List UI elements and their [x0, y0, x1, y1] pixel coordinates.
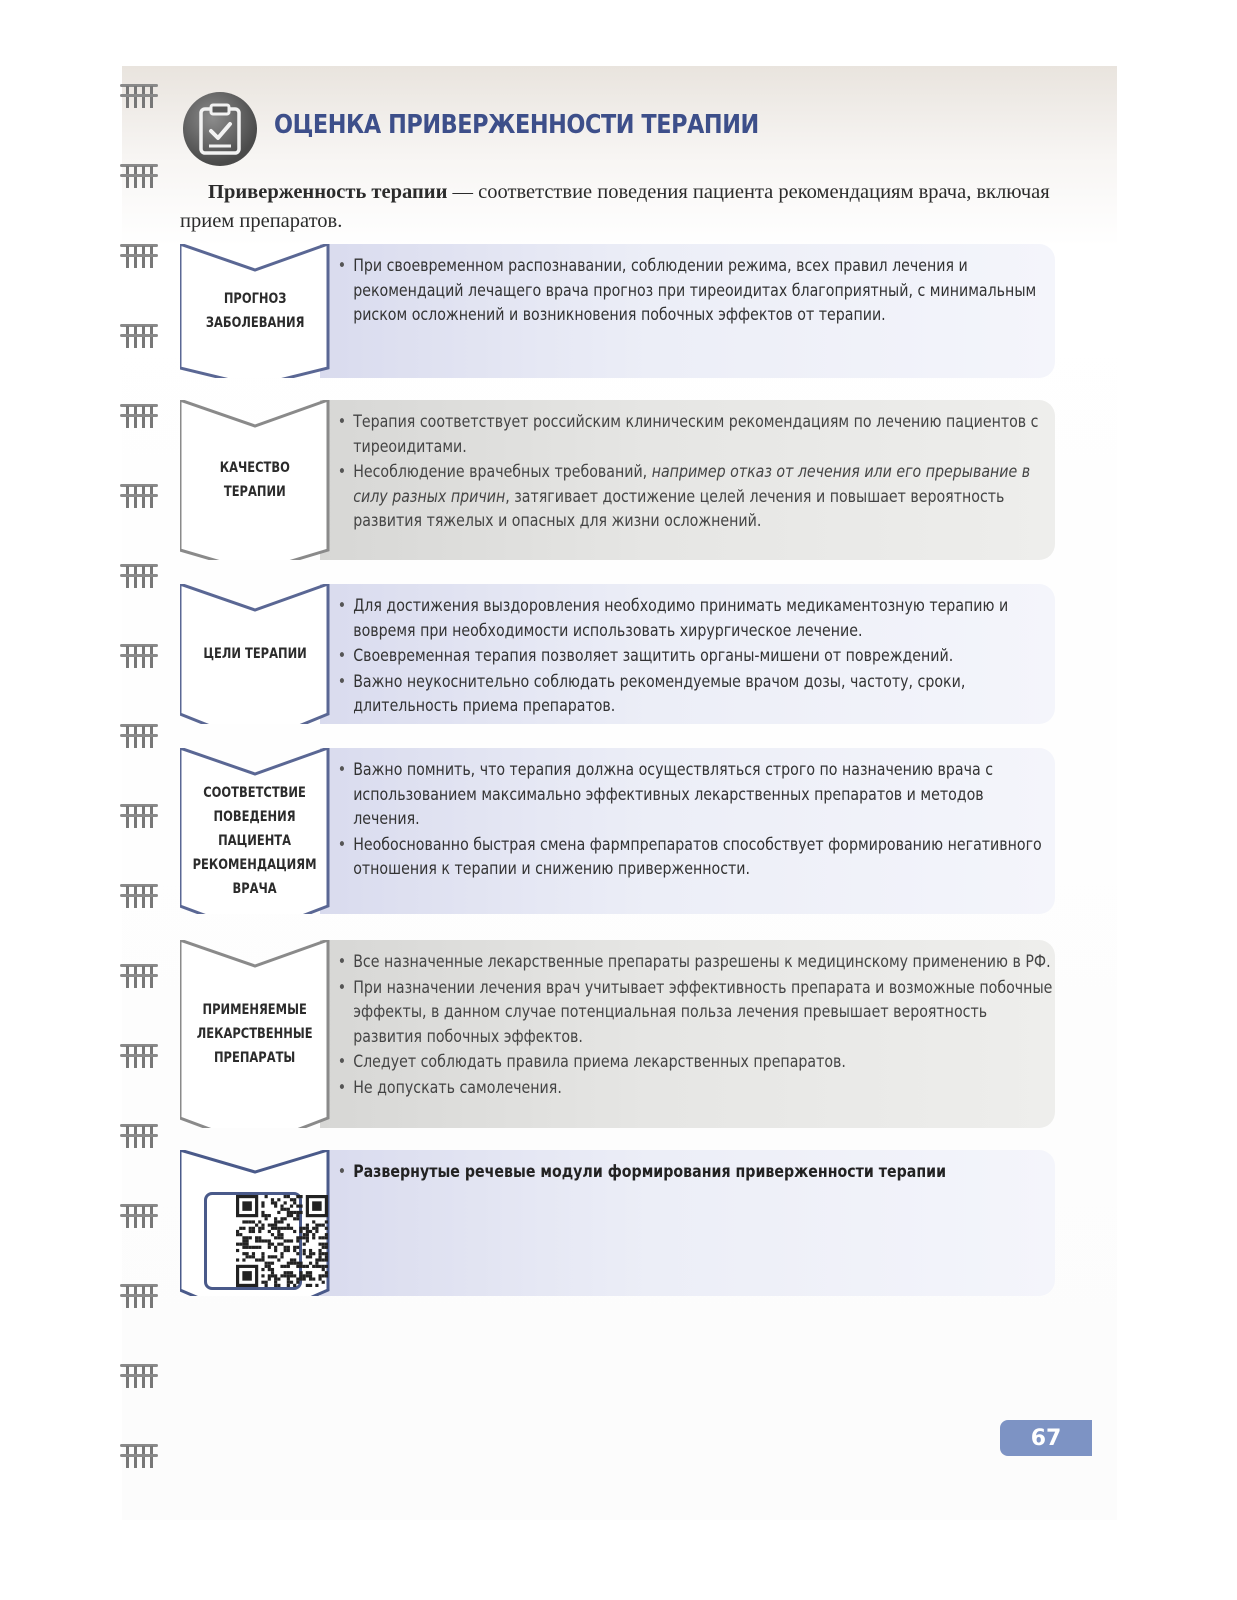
section-card — [320, 940, 1055, 1128]
spiral-coil — [120, 1120, 158, 1150]
intro-term: Приверженность терапии — [208, 181, 448, 203]
bullet-item: • При своевременном распознавании, соблюдении режима, всех правил лечения и рекомендаций лечащего врача прогноз при тиреоидитах благоприятный, с минимальным риском осложнений и возникновения побочных эффектов от терапии. — [336, 254, 1055, 328]
section-speech-modules — [180, 1150, 1055, 1296]
section-tag — [180, 584, 330, 724]
section-label: ПРОГНОЗ ЗАБОЛЕВАНИЯ — [205, 291, 305, 331]
bullet-item — [336, 460, 1055, 534]
spiral-binding — [120, 66, 162, 1506]
spiral-coil — [120, 1200, 158, 1230]
spiral-coil — [120, 80, 158, 110]
spiral-coil — [120, 160, 158, 190]
spiral-coil — [120, 1440, 158, 1470]
bullet-item: • Необоснованно быстрая смена фармпрепаратов способствует формированию негативного отношения к терапии и снижению приверженности. — [336, 833, 1055, 882]
spiral-coil — [120, 880, 158, 910]
bullet-text: Несоблюдение врачебных требований, — [353, 462, 652, 481]
bullet-item: • Своевременная терапия позволяет защитить органы-мишени от повреждений. — [336, 644, 1055, 669]
spiral-coil — [120, 480, 158, 510]
bullet-item: • Важно неукоснительно соблюдать рекомендуемые врачом дозы, частоту, сроки, длительность приема препаратов. — [336, 670, 1055, 719]
bullet-item: • Важно помнить, что терапия должна осуществляться строго по назначению врача с использованием максимально эффективных лекарственных препаратов и методов лечения. — [336, 758, 1055, 832]
bullet-item — [336, 1160, 1055, 1185]
clipboard-check-icon — [183, 92, 257, 166]
bullet-item: • Для достижения выздоровления необходимо принимать медикаментозную терапию и вовремя при необходимости использовать хирургическое лечение. — [336, 594, 1055, 643]
section-card — [320, 244, 1055, 378]
section-card — [320, 400, 1055, 560]
section-tag — [180, 940, 330, 1128]
intro-definition: — соответствие поведения пациента рекомендациям врача, включая прием препаратов. — [180, 181, 1050, 232]
bullet-text: , затягивает достижение целей лечения и повышает вероятность развития тяжелых и опасных для жизни осложнений. — [353, 486, 1005, 530]
section-tag — [180, 748, 330, 914]
section-label: СООТВЕТСТВИЕ ПОВЕДЕНИЯ ПАЦИЕНТА РЕКОМЕНДАЦИЯМ ВРАЧА — [193, 785, 317, 897]
spiral-coil — [120, 960, 158, 990]
bullet-item: • При назначении лечения врач учитывает эффективность препарата и возможные побочные эффекты, в данном случае потенциальная польза лечения превышает вероятность развития побочных эффектов. — [336, 976, 1055, 1050]
qr-code-icon[interactable] — [204, 1192, 302, 1290]
spiral-coil — [120, 560, 158, 590]
section-label: КАЧЕСТВО ТЕРАПИИ — [219, 460, 291, 500]
spiral-coil — [120, 1360, 158, 1390]
section-card — [320, 748, 1055, 914]
section-therapy-quality — [180, 400, 1055, 560]
section-tag — [180, 244, 330, 378]
section-prognosis — [180, 244, 1055, 378]
page-number: 67 — [1000, 1420, 1092, 1456]
bullet-item: • Не допускать самолечения. — [336, 1076, 1055, 1101]
section-card — [320, 1150, 1055, 1296]
bullet-bold: Развернутые речевые модули формирования приверженности терапии — [353, 1162, 947, 1181]
page-title: ОЦЕНКА ПРИВЕРЖЕННОСТИ ТЕРАПИИ — [274, 110, 759, 140]
section-label: ЦЕЛИ ТЕРАПИИ — [203, 646, 307, 662]
spiral-coil — [120, 1280, 158, 1310]
spiral-coil — [120, 320, 158, 350]
spiral-coil — [120, 720, 158, 750]
bullet-item: • Следует соблюдать правила приема лекарственных препаратов. — [336, 1050, 1055, 1075]
spiral-coil — [120, 1040, 158, 1070]
intro-paragraph — [180, 178, 1060, 236]
spiral-coil — [120, 800, 158, 830]
section-tag — [180, 400, 330, 560]
section-label: ПРИМЕНЯЕМЫЕ ЛЕКАРСТВЕННЫЕ ПРЕПАРАТЫ — [197, 1002, 313, 1066]
section-therapy-goals — [180, 584, 1055, 724]
section-tag — [180, 1150, 330, 1296]
spiral-coil — [120, 400, 158, 430]
bullet-italic: например отказ от лечения или его прерывание в силу разных причин — [353, 462, 1031, 506]
spiral-coil — [120, 640, 158, 670]
bullet-item: • Все назначенные лекарственные препараты разрешены к медицинскому применению в РФ. — [336, 950, 1055, 975]
section-card — [320, 584, 1055, 724]
section-drugs-used — [180, 940, 1055, 1128]
spiral-coil — [120, 240, 158, 270]
bullet-item: • Терапия соответствует российским клиническим рекомендациям по лечению пациентов с тиреоидитами. — [336, 410, 1055, 459]
section-patient-behavior — [180, 748, 1055, 914]
